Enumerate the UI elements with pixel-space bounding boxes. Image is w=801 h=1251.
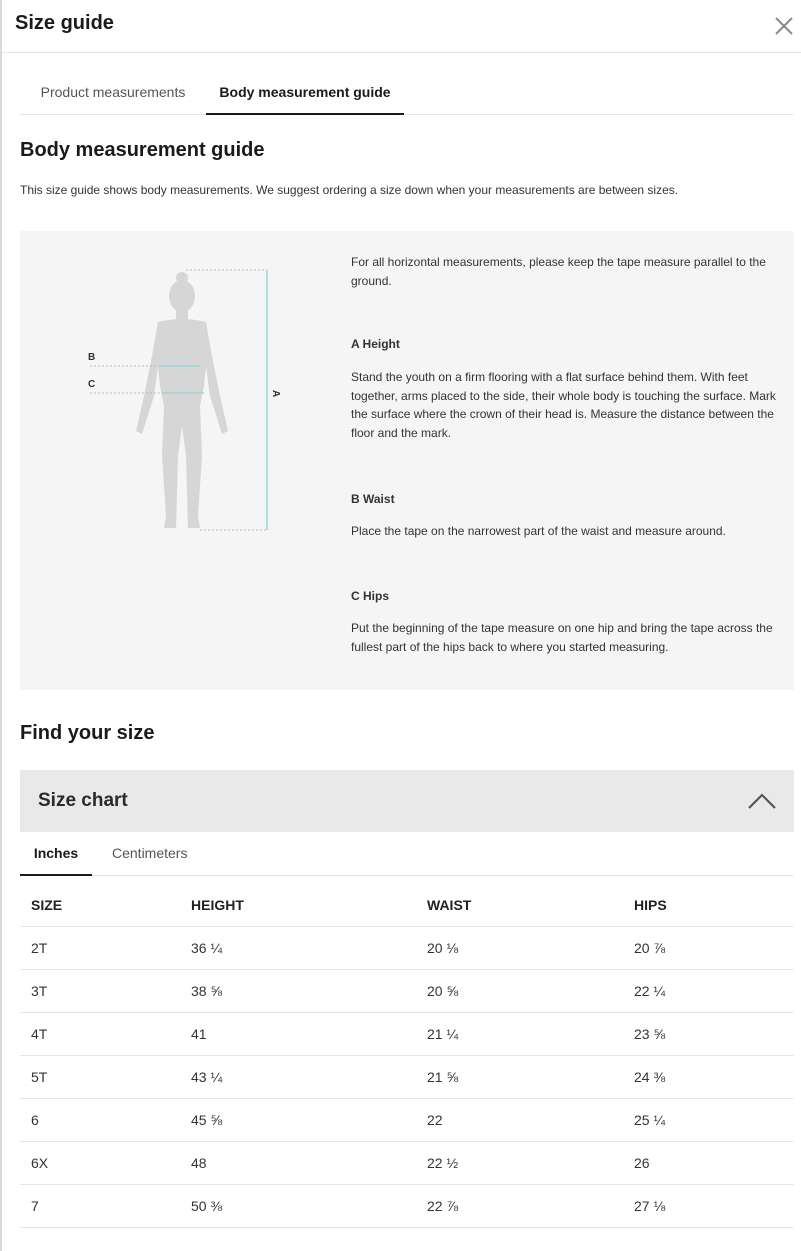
tab-centimeters[interactable]: Centimeters [112,845,188,861]
table-header-row [20,884,794,926]
tab-body-measurement-guide[interactable]: Body measurement guide [206,73,404,115]
close-icon[interactable] [772,14,796,38]
cell-waist: 21 ¼ [416,1012,623,1055]
tab-product-measurements[interactable]: Product measurements [40,84,186,100]
hips-heading: C Hips [351,589,390,603]
cell-hips: 22 ¼ [623,969,794,1012]
chevron-up-icon[interactable] [746,789,778,813]
col-hips: HIPS [623,884,794,926]
size-table [20,884,794,1228]
height-heading: A Height [351,337,400,351]
guide-tabs [20,73,794,115]
guide-title: Body measurement guide [20,139,265,161]
modal-title: Size guide [15,12,114,34]
cell-size: 4T [20,1012,180,1055]
waist-heading: B Waist [351,492,395,506]
unit-tabs [20,835,794,876]
cell-size: 5T [20,1055,180,1098]
cell-size: 3T [20,969,180,1012]
tab-inches[interactable]: Inches [20,835,92,876]
col-waist: WAIST [416,884,623,926]
label-b: B [88,352,96,363]
table-row [20,1098,794,1141]
height-text: Stand the youth on a firm flooring with a flat surface behind them. With feet together, arms placed to the side, their whole body is touching the surface. Mark the surface where the crown of their head is. Measure the distance between the floor and the mark. [351,370,776,440]
cell-hips: 23 ⅝ [623,1012,794,1055]
cell-height: 38 ⅝ [180,969,416,1012]
cell-height: 43 ¼ [180,1055,416,1098]
cell-height: 48 [180,1141,416,1184]
cell-hips: 20 ⅞ [623,926,794,969]
hips-text: Put the beginning of the tape measure on one hip and bring the tape across the fullest part of the hips back to where you started measuring. [351,621,773,654]
table-row [20,1055,794,1098]
table-row [20,926,794,969]
cell-waist: 22 ⅞ [416,1184,623,1227]
table-row [20,1141,794,1184]
label-a: A [270,390,281,398]
cell-hips: 26 [623,1141,794,1184]
cell-size: 7 [20,1184,180,1227]
cell-waist: 20 ⅛ [416,926,623,969]
find-size-title: Find your size [20,722,155,744]
cell-height: 50 ⅜ [180,1184,416,1227]
cell-height: 36 ¼ [180,926,416,969]
col-size: SIZE [20,884,180,926]
cell-height: 41 [180,1012,416,1055]
cell-size: 6X [20,1141,180,1184]
horizontal-note: For all horizontal measurements, please keep the tape measure parallel to the ground. [351,255,766,288]
cell-hips: 25 ¼ [623,1098,794,1141]
table-row [20,969,794,1012]
col-height: HEIGHT [180,884,416,926]
guide-intro: This size guide shows body measurements. We suggest ordering a size down when your measurements are between sizes. [20,183,679,197]
cell-waist: 20 ⅝ [416,969,623,1012]
table-row [20,1184,794,1227]
cell-hips: 27 ⅛ [623,1184,794,1227]
cell-waist: 22 ½ [416,1141,623,1184]
table-row [20,1012,794,1055]
label-c: C [88,379,96,390]
silhouette-icon [136,272,228,528]
body-silhouette-figure [80,256,310,536]
cell-waist: 22 [416,1098,623,1141]
cell-hips: 24 ⅜ [623,1055,794,1098]
size-chart-label: Size chart [38,790,128,811]
cell-waist: 21 ⅝ [416,1055,623,1098]
waist-text: Place the tape on the narrowest part of the waist and measure around. [351,524,726,538]
cell-height: 45 ⅝ [180,1098,416,1141]
cell-size: 6 [20,1098,180,1141]
modal-header [2,0,801,53]
size-chart-accordion[interactable] [20,770,794,832]
cell-size: 2T [20,926,180,969]
measurement-guide-panel [20,231,794,690]
